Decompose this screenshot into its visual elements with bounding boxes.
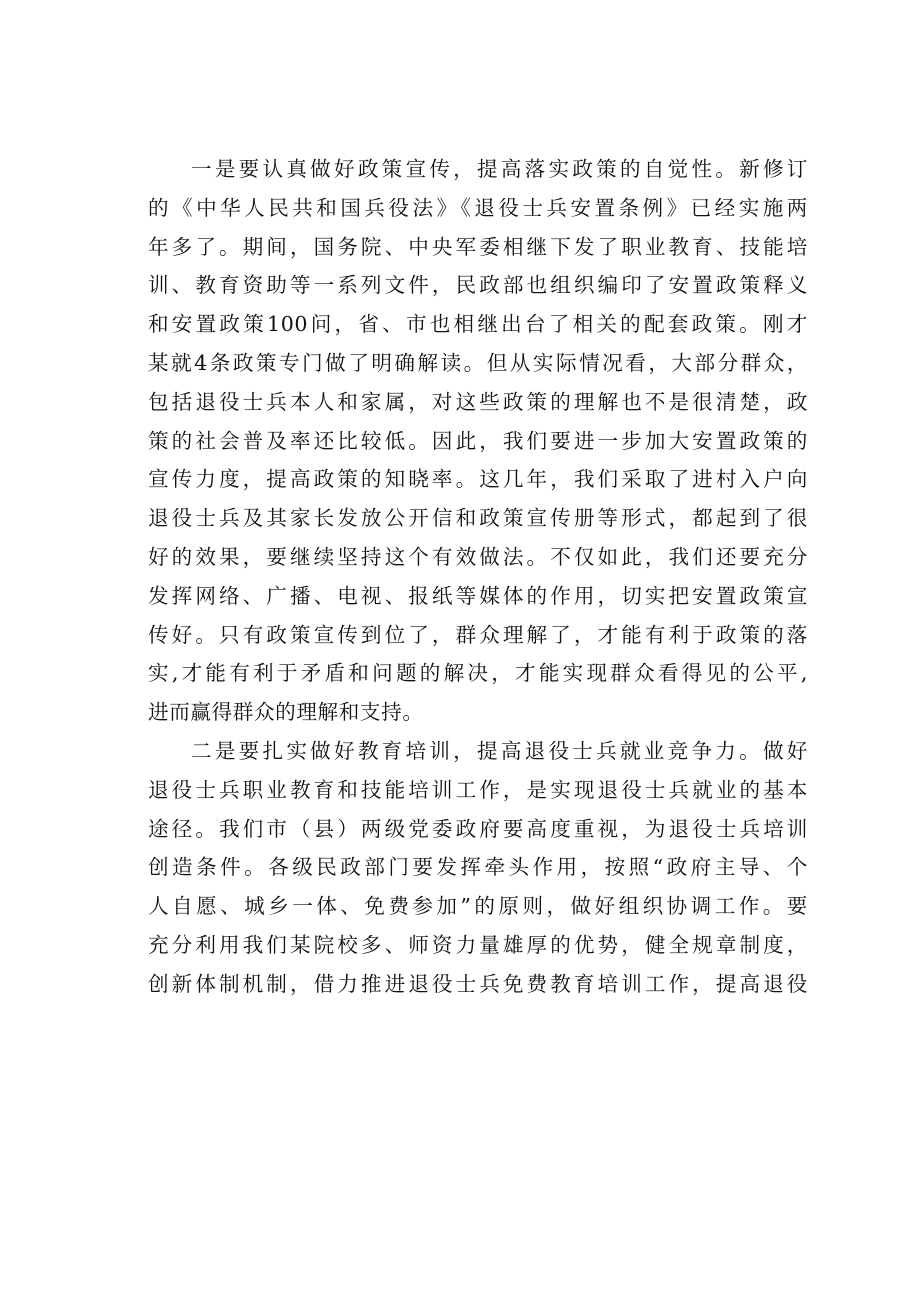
text-line: 和安置政策100问，省、市也相继出台了相关的配套政策。刚才 bbox=[148, 312, 808, 337]
text-line: 实,才能有利于矛盾和问题的解决，才能实现群众看得见的公平, bbox=[148, 661, 808, 686]
text-line: 训、教育资助等一系列文件，民政部也组织编印了安置政策释义 bbox=[148, 273, 808, 298]
document-body bbox=[148, 150, 808, 1004]
text-line: 二是要扎实做好教育培训，提高退役士兵就业竞争力。做好 bbox=[191, 738, 808, 763]
text-line: 某就4条政策专门做了明确解读。但从实际情况看，大部分群众， bbox=[148, 350, 808, 375]
text-line: 策的社会普及率还比较低。因此，我们要进一步加大安置政策的 bbox=[148, 428, 808, 453]
text-line: 好的效果，要继续坚持这个有效做法。不仅如此，我们还要充分 bbox=[148, 544, 808, 569]
text-line: 一是要认真做好政策宣传，提高落实政策的自觉性。新修订 bbox=[191, 157, 808, 181]
text-line: 充分利用我们某院校多、师资力量雄厚的优势，健全规章制度， bbox=[148, 932, 808, 957]
text-line: 人自愿、城乡一体、免费参加”的原则，做好组织协调工作。要 bbox=[148, 894, 808, 919]
paragraph-policy-publicity bbox=[148, 150, 808, 732]
text-line: 途径。我们市（县）两级党委政府要高度重视，为退役士兵培训 bbox=[148, 816, 808, 841]
text-line: 传好。只有政策宣传到位了，群众理解了，才能有利于政策的落 bbox=[148, 622, 808, 647]
text-line: 宣传力度，提高政策的知晓率。这几年，我们采取了进村入户向 bbox=[148, 467, 808, 492]
text-line: 退役士兵职业教育和技能培训工作，是实现退役士兵就业的基本 bbox=[148, 777, 808, 802]
text-line: 发挥网络、广播、电视、报纸等媒体的作用，切实把安置政策宣 bbox=[148, 583, 808, 608]
text-line: 创新体制机制，借力推进退役士兵免费教育培训工作，提高退役 bbox=[148, 971, 808, 996]
paragraph-education-training bbox=[148, 732, 808, 1004]
text-line: 退役士兵及其家长发放公开信和政策宣传册等形式，都起到了很 bbox=[148, 506, 808, 531]
text-line: 包括退役士兵本人和家属，对这些政策的理解也不是很清楚，政 bbox=[148, 389, 808, 414]
text-line: 年多了。期间，国务院、中央军委相继下发了职业教育、技能培 bbox=[148, 234, 808, 259]
text-line: 进而赢得群众的理解和支持。 bbox=[148, 700, 424, 725]
text-line: 的《中华人民共和国兵役法》《退役士兵安置条例》已经实施两 bbox=[148, 195, 808, 220]
text-line: 创造条件。各级民政部门要发挥牵头作用，按照“政府主导、个 bbox=[148, 855, 808, 880]
